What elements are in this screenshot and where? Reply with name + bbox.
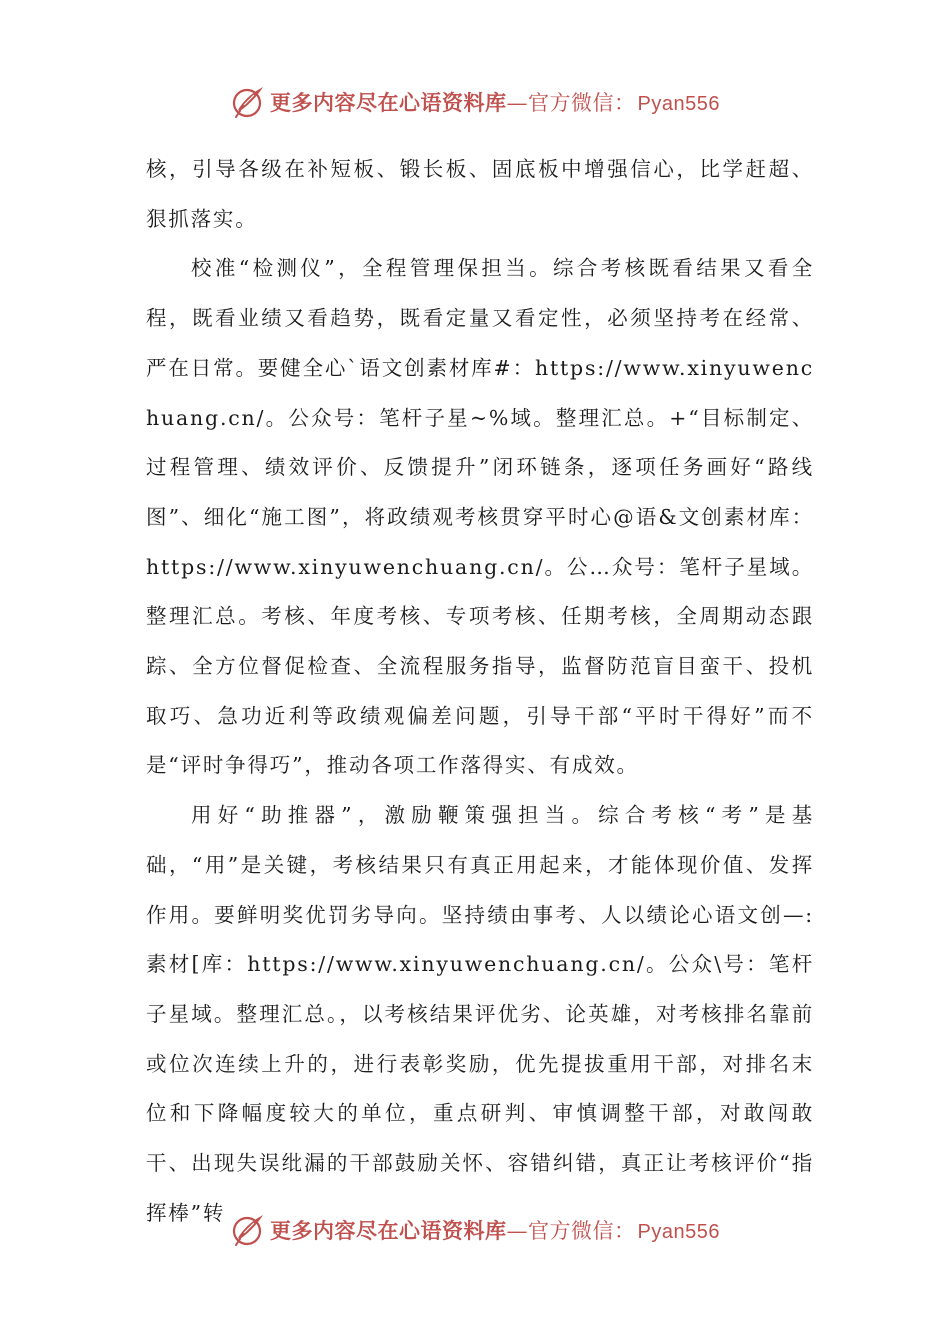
footer-banner bbox=[0, 1210, 950, 1250]
banner-text bbox=[270, 1215, 720, 1245]
paragraph: 核，引导各级在补短板、锻长板、固底板中增强信心，比学赶超、狠抓落实。 bbox=[146, 157, 814, 231]
banner-title: 更多内容尽在心语资料库 bbox=[270, 1218, 507, 1243]
header-banner bbox=[0, 82, 950, 122]
quill-pen-circle-icon bbox=[230, 1212, 266, 1248]
banner-separator: —官方微信： bbox=[506, 1219, 636, 1243]
banner-separator: —官方微信： bbox=[506, 91, 636, 115]
document-body bbox=[146, 145, 814, 1238]
quill-pen-circle-icon bbox=[230, 84, 266, 120]
banner-text bbox=[270, 87, 720, 117]
wechat-handle: Pyan556 bbox=[637, 1221, 720, 1243]
wechat-handle: Pyan556 bbox=[637, 93, 720, 115]
paragraph: 用好“助推器”，激励鞭策强担当。综合考核“考”是基础，“用”是关键，考核结果只有真正用起来，才能体现价值、发挥作用。要鲜明奖优罚劣导向。坚持绩由事考、人以绩论心语文创—:素材[库：https://www.xinyuwenchuang.cn/。公众\号：笔杆子星域。整理汇总。，以考核结果评优劣、论英雄，对考核排名靠前或位次连续上升的，进行表彰奖励，优先提拔重用干部，对排名末位和下降幅度较大的单位，重点研判、审慎调整干部，对敢闯敢干、出现失误纰漏的干部鼓励关怀、容错纠错，真正让考核评价“指挥棒”转 bbox=[146, 803, 814, 1225]
paragraph: 校准“检测仪”，全程管理保担当。综合考核既看结果又看全程，既看业绩又看趋势，既看定量又看定性，必须坚持考在经常、严在日常。要健全心`语文创素材库#：https://www.xinyuwenchuang.cn/。公众号：笔杆子星~%域。整理汇总。+“目标制定、过程管理、绩效评价、反馈提升”闭环链条，逐项任务画好“路线图”、细化“施工图”，将政绩观考核贯穿平时心@语&文创素材库：https://www.xinyuwenchuang.cn/。公…众号：笔杆子星域。整理汇总。考核、年度考核、专项考核、任期考核，全周期动态跟踪、全方位督促检查、全流程服务指导，监督防范盲目蛮干、投机取巧、急功近利等政绩观偏差问题，引导干部“平时干得好”而不是“评时争得巧”，推动各项工作落得实、有成效。 bbox=[146, 256, 814, 778]
banner-title: 更多内容尽在心语资料库 bbox=[270, 90, 507, 115]
